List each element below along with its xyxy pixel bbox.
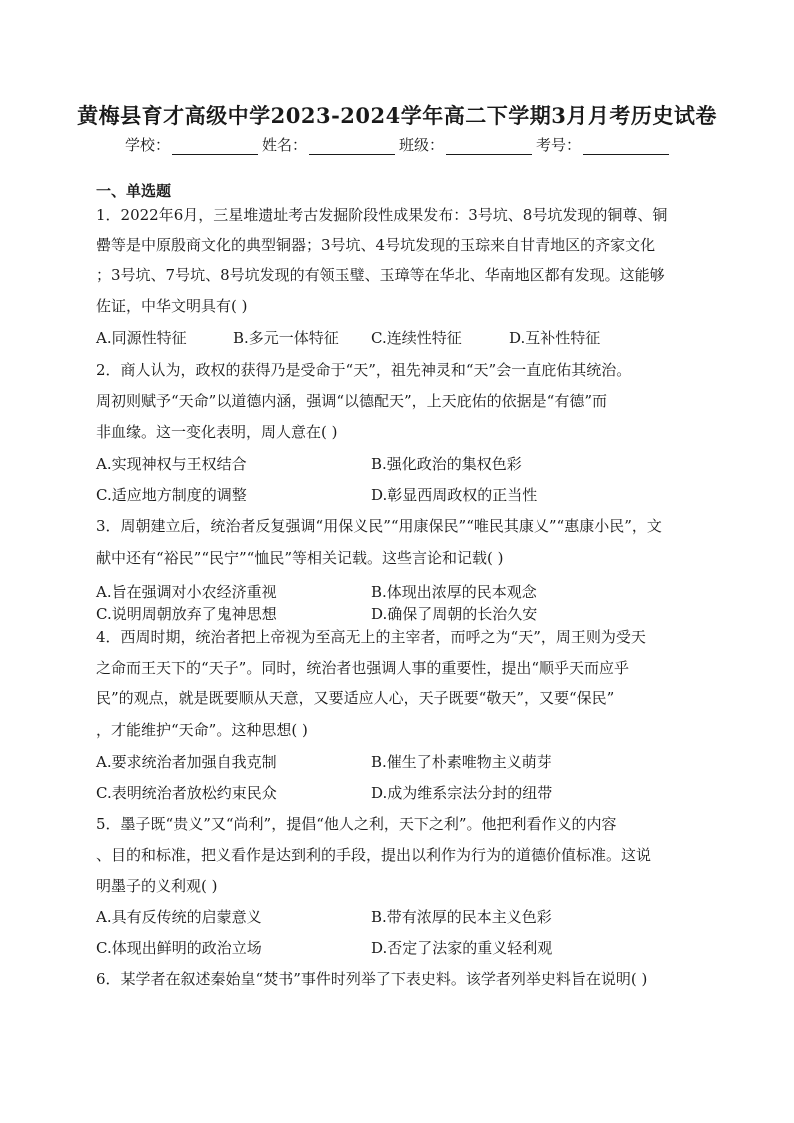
q3-option-d[interactable]: D.确保了周朝的长治久安	[371, 605, 538, 623]
q2-option-b[interactable]: B.强化政治的集权色彩	[371, 455, 522, 473]
class-label: 班级：	[399, 136, 445, 154]
q1-line: 罍等是中原殷商文化的典型铜器；3号坑、4号坑发现的玉琮来自甘青地区的齐家文化	[96, 236, 656, 254]
school-label: 学校：	[124, 136, 170, 154]
q3-option-c[interactable]: C.说明周朝放弃了鬼神思想	[96, 605, 277, 623]
q3-option-a[interactable]: A.旨在强调对小农经济重视	[96, 583, 277, 601]
q1-option-d[interactable]: D.互补性特征	[509, 329, 601, 347]
q2-option-c[interactable]: C.适应地方制度的调整	[96, 486, 247, 504]
q2-line: 2．商人认为，政权的获得乃是受命于“天”，祖先神灵和“天”会一直庇佑其统治。	[96, 361, 632, 379]
q5-option-d[interactable]: D.否定了法家的重义轻利观	[371, 939, 553, 957]
q3-line: 3．周朝建立后，统治者反复强调“用保义民”“用康保民”“唯民其康乂”“惠康小民”，文	[96, 517, 662, 535]
q5-line: 明墨子的义利观( )	[96, 877, 218, 895]
q4-line: 4．西周时期，统治者把上帝视为至高无上的主宰者，而呼之为“天”，周王则为受天	[96, 628, 646, 646]
school-blank	[172, 138, 258, 155]
q2-option-d[interactable]: D.彰显西周政权的正当性	[371, 486, 538, 504]
q5-line: 5．墨子既“贵义”又“尚利”，提倡“他人之利，天下之利”。他把利看作义的内容	[96, 815, 617, 833]
student-info-row	[0, 134, 794, 155]
number-field[interactable]	[536, 134, 669, 155]
q3-line: 献中还有“裕民”“民宁”“恤民”等相关记载。这些言论和记载( )	[96, 549, 504, 567]
school-field[interactable]	[125, 134, 258, 155]
exam-title: 黄梅县育才高级中学2023-2024学年高二下学期3月月考历史试卷	[77, 103, 717, 128]
q1-option-b[interactable]: B.多元一体特征	[233, 329, 339, 347]
class-field[interactable]	[399, 134, 532, 155]
q5-line: 、目的和标准，把义看作是达到利的手段，提出以利作为行为的道德价值标准。这说	[96, 846, 652, 864]
q1-line: 1．2022年6月，三星堆遗址考古发掘阶段性成果发布：3号坑、8号坑发现的铜尊、铜	[96, 206, 668, 224]
q6-line: 6．某学者在叙述秦始皇“焚书”事件时列举了下表史料。该学者列举史料旨在说明( )	[96, 970, 648, 988]
q5-option-c[interactable]: C.体现出鲜明的政治立场	[96, 939, 262, 957]
q5-option-a[interactable]: A.具有反传统的启蒙意义	[96, 908, 262, 926]
name-label: 姓名：	[261, 136, 307, 154]
q4-option-d[interactable]: D.成为维系宗法分封的纽带	[371, 784, 553, 802]
name-field[interactable]	[262, 134, 395, 155]
q1-line: 佐证，中华文明具有( )	[96, 297, 248, 315]
q4-line: 民”的观点，就是既要顺从天意，又要适应人心，天子既要“敬天”，又要“保民”	[96, 689, 615, 707]
section-heading: 一、单选题	[96, 182, 172, 200]
q1-option-c[interactable]: C.连续性特征	[371, 329, 462, 347]
q4-option-b[interactable]: B.催生了朴素唯物主义萌芽	[371, 753, 552, 771]
q1-line: ；3号坑、7号坑、8号坑发现的有领玉璧、玉璋等在华北、华南地区都有发现。这能够	[96, 266, 665, 284]
name-blank	[309, 138, 395, 155]
number-label: 考号：	[536, 136, 582, 154]
q1-option-a[interactable]: A.同源性特征	[96, 329, 187, 347]
q5-option-b[interactable]: B.带有浓厚的民本主义色彩	[371, 908, 552, 926]
q4-option-a[interactable]: A.要求统治者加强自我克制	[96, 753, 277, 771]
q3-option-b[interactable]: B.体现出浓厚的民本观念	[371, 583, 537, 601]
q4-line: ，才能维护“天命”。这种思想( )	[96, 721, 308, 739]
q2-option-a[interactable]: A.实现神权与王权结合	[96, 455, 247, 473]
class-blank	[446, 138, 532, 155]
q2-line: 周初则赋予“天命”以道德内涵，强调“以德配天”，上天庇佑的依据是“有德”而	[96, 392, 608, 410]
q2-line: 非血缘。这一变化表明，周人意在( )	[96, 423, 338, 441]
q4-line: 之命而王天下的“天子”。同时，统治者也强调人事的重要性，提出“顺乎天而应乎	[96, 659, 630, 677]
q4-option-c[interactable]: C.表明统治者放松约束民众	[96, 784, 277, 802]
number-blank	[583, 138, 669, 155]
